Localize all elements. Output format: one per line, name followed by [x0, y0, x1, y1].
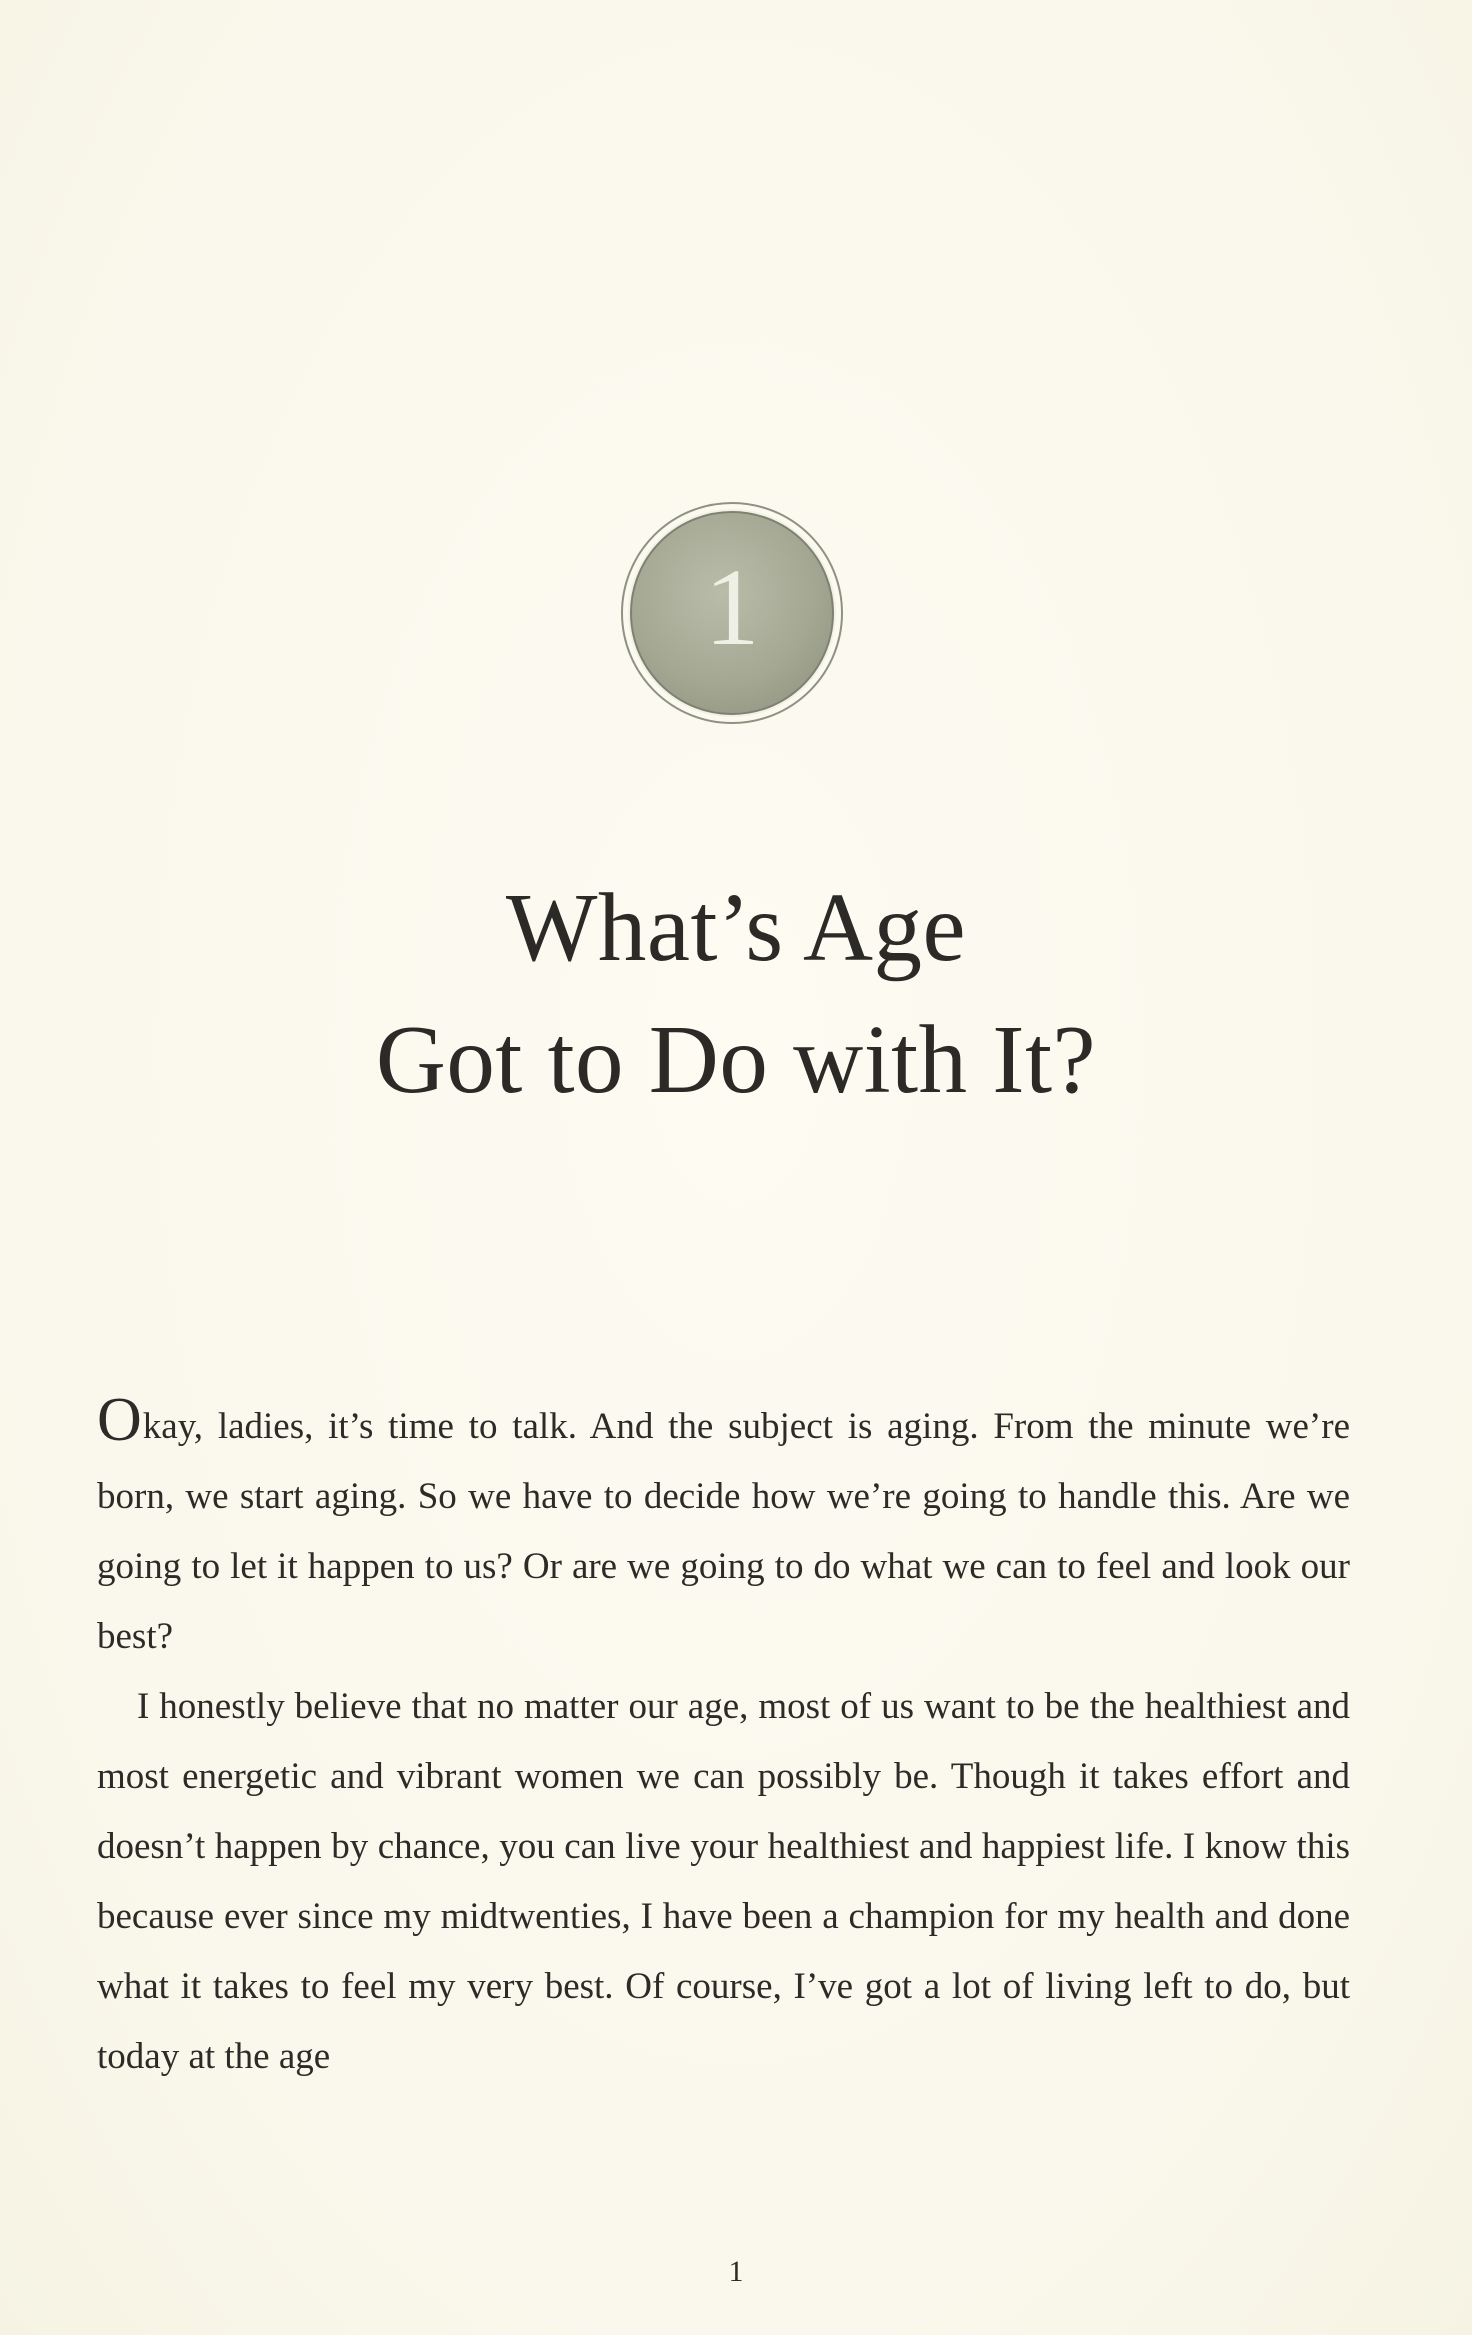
chapter-number-badge [619, 500, 845, 726]
page-number: 1 [728, 2255, 744, 2288]
paragraph-2: I honestly believe that no matter our age, most of us want to be the healthiest and most energetic and vibrant women we can possibly be. Though it takes effort and doesn’t happen by chance, you can live your healthiest and happiest life. I know this because ever since my midtwenties, I have been a champion for my health and done what it takes to feel my very best. Of course, I’ve got a lot of living left to do, but today at the age [97, 1686, 1350, 2077]
chapter-number: 1 [704, 546, 760, 668]
drop-cap: O [97, 1386, 142, 1454]
chapter-title-line-2: Got to Do with It? [375, 1006, 1097, 1113]
chapter-title-line-1: What’s Age [505, 874, 967, 981]
chapter-title [0, 862, 1472, 1126]
paragraph-1-text: kay, ladies, it’s time to talk. And the subject is aging. From the minute we’re born, we start aging. So we have to decide how we’re going to handle this. Are we going to let it happen to us? Or are we going to do what we can to feel and look our best? [97, 1406, 1350, 1657]
chapter-body [97, 1386, 1350, 2092]
paragraph-1 [97, 1386, 1350, 1672]
